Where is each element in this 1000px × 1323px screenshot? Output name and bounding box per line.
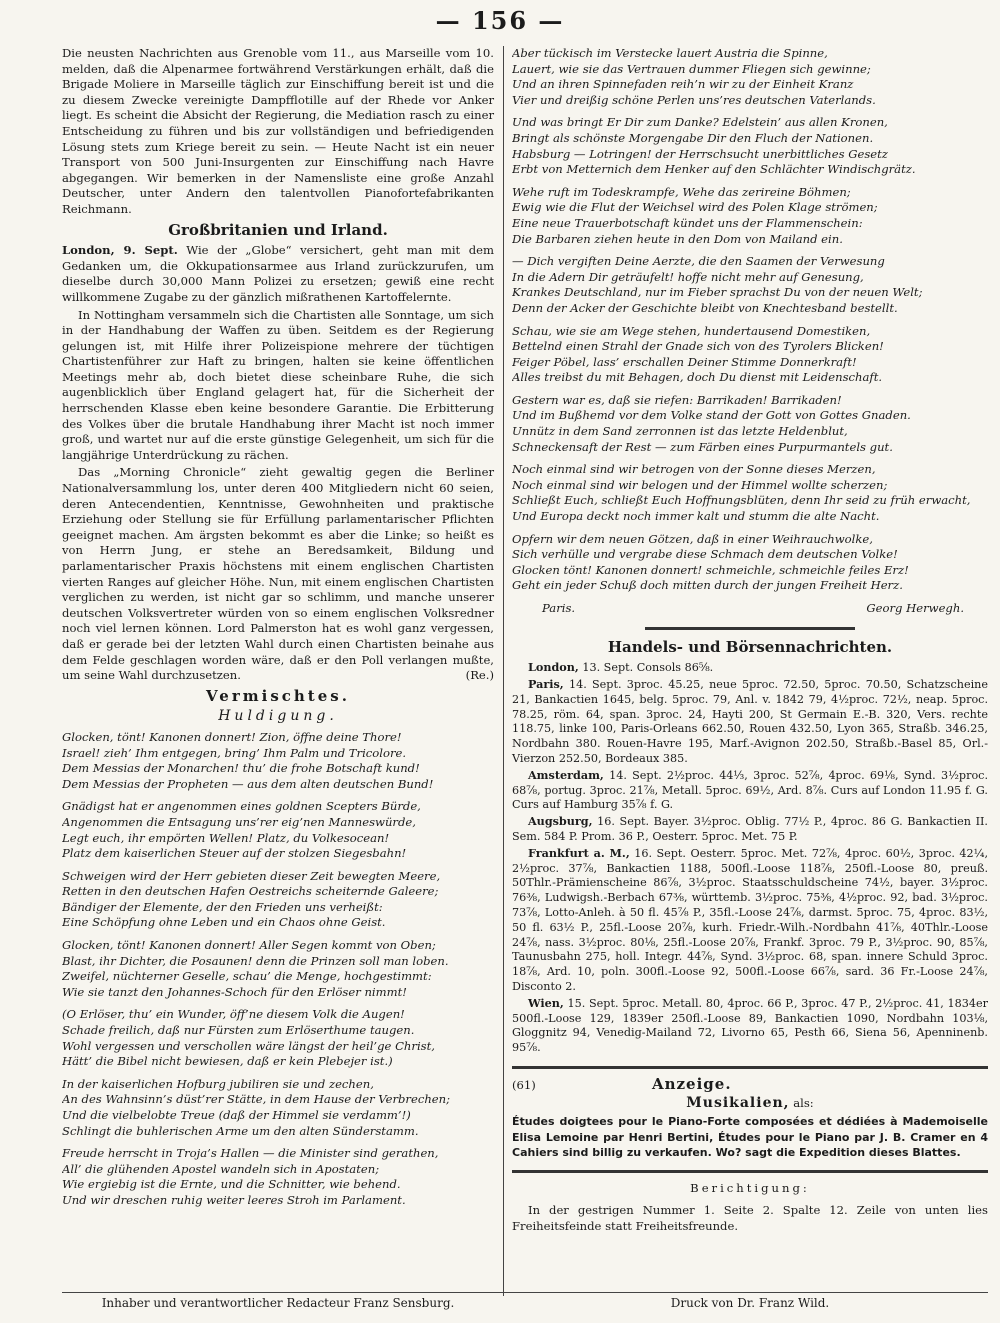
poem-line: Geht ein jeder Schuß doch mitten durch der jungen Freiheit Herz. [512,578,903,593]
market-entry [512,660,988,676]
poem-stanza [62,1007,494,1069]
poem-line: Bringt als schönste Morgengabe Dir den Fluch der Nationen. [512,130,874,145]
poem-line: Schweigen wird der Herr gebieten dieser Zeit bewegten Meere, [62,868,441,883]
gb-ireland-heading: Großbritanien und Irland. [168,220,388,239]
poem-stanza [512,393,988,455]
market-entry [512,814,988,845]
market-text: 16. Sept. Oesterr. 5proc. Met. 72⅞, 4proc. 60½, 3proc. 42¼, 2½proc. 37⅞, Bankactien 1188, 500fl.-Loose 118⅞, 250fl.-Loose 80, preuß. 50Thlr.-Prämienscheine 86⅞, 3½proc. Staatsschuldscheine 74½, bayer. 3½proc. 76⅜, Ludwigsh.-Berbach 67⅜, württemb. 3½proc. 75⅜, 4½proc. 92, bad. 3½proc. 73⅞, Lotto-Anleh. à 50 fl. 45⅞ P., 35fl.-Loose 24⅞, darmst. 5proc. 75, 4proc. 83½, 50 fl. 63½ P., 25fl.-Loose 20⅞, kurh. Friedr.-Wilh.-Nordbahn 41⅞, 40Thlr.-Loose 24⅞, nass. 3½proc. 80⅛, 25fl.-Loose 20⅞, Frankf. 3proc. 79 P., 3½proc. 90, 85⅞, Taunusbahn 275, holl. Integr. 44⅞, Synd. 3½proc. 68, span. innere Schuld 3proc. 18⅞, Ard. 10, poln. 300fl.-Loose 92, 500fl.-Loose 66⅞, sard. 36 Fr.-Loose 24⅞, Disconto 2. [512,846,988,993]
poem-line: Eine neue Trauerbotschaft kündet uns der Flammenschein: [512,215,863,230]
poem-line: Bändiger der Elemente, der den Frieden uns verheißt: [62,899,383,914]
right-column [512,46,988,1236]
poem-line: Retten in den deutschen Hafen Oestreichs scheiternde Galeere; [62,884,439,899]
poem-line: An des Wahnsinn’s düst’rer Stätte, in dem Hause der Verbrechen; [62,1092,451,1107]
chronicle-source: (Re.) [465,668,494,683]
market-text: 14. Sept. 2½proc. 44⅓, 3proc. 52⅞, 4proc. 69⅛, Synd. 3½proc. 68⅞, portug. 3proc. 21⅞, Metall. 5proc. 69½, Ard. 8⅞. Curs auf London 11.95 f. G. Curs auf Hamburg 35⅞ f. G. [512,768,988,812]
ad-subtitle-rest: als: [789,1095,814,1110]
market-text: 16. Sept. Bayer. 3½proc. Oblig. 77½ P., 4proc. 86 G. Bankactien II. Sem. 584 P. Prom. 36 P., Oesterr. 5proc. Met. 75 P. [512,815,988,843]
poem-line: Schade freilich, daß nur Fürsten zum Erlöserthume taugen. [62,1023,415,1038]
poem-line: Und was bringt Er Dir zum Danke? Edelstein’ aus allen Kronen, [512,115,888,130]
market-place: Frankfurt a. M., [528,845,630,860]
poem-stanza [512,46,988,108]
london-dateline: London, 9. Sept. [62,243,178,258]
poem-line: Schau, wie sie am Wege stehen, hundertausend Domestiken, [512,323,871,338]
ad-title: Anzeige. [652,1074,732,1093]
poem-line: Und Europa deckt noch immer kalt und stumm die alte Nacht. [512,509,880,524]
poem-stanza [62,799,494,861]
correction-heading: Berichtigung: [690,1181,810,1196]
left-column [62,46,494,1216]
poem-line: Glocken tönt! Kanonen donnert! schmeichle, schmeichle feiles Erz! [512,562,909,577]
poem-line: Lauert, wie sie das Vertrauen dummer Fliegen sich gewinne; [512,61,871,76]
correction-rule [512,1170,988,1173]
poem-line: Dem Messias der Monarchen! thu’ die frohe Botschaft kund! [62,761,420,776]
market-entry [512,677,988,767]
poem-line: Wie ergiebig ist die Ernte, und die Schnitter, wie behend. [62,1177,401,1192]
poem-line: Und die vielbelobte Treue (daß der Himmel sie verdamm’!) [62,1108,411,1122]
poem-line: Glocken, tönt! Kanonen donnert! Zion, öffne deine Thore! [62,729,402,744]
poem-stanza [512,462,988,524]
poem-line: Opfern wir dem neuen Götzen, daß in einer Weihrauchwolke, [512,531,873,546]
poem-line: Vier und dreißig schöne Perlen uns’res deutschen Vaterlands. [512,92,876,107]
poem-line: Wohl vergessen und verschollen wäre längst der heil’ge Christ, [62,1038,435,1053]
poem-line: Noch einmal sind wir betrogen von der Sonne dieses Merzen, [512,462,876,477]
poem-line: Legt euch, ihr empörten Wellen! Platz, du Volkesocean! [62,830,390,845]
poem-line: Noch einmal sind wir belogen und der Himmel wollte scherzen; [512,477,888,492]
ad-rule [512,1066,988,1069]
market-place: Paris, [528,676,564,691]
poem-line: Hätt’ die Bibel nicht bewiesen, daß er kein Plebejer ist.) [62,1054,393,1069]
poem-line: Platz dem kaiserlichen Steuer auf der stolzen Siegesbahn! [62,846,407,861]
ad-number: (61) [512,1077,536,1092]
market-entry [512,996,988,1056]
poem-line: Habsburg — Lotringen! der Herrschsucht unerbittliches Gesetz [512,146,888,161]
poem-line: (O Erlöser, thu’ ein Wunder, öff’ne diesem Volk die Augen! [62,1007,405,1022]
poem-line: Sich verhülle und vergrabe diese Schmach dem deutschen Volke! [512,547,898,562]
poem-title: Huldigung. [218,708,338,725]
poem-stanza [512,185,988,247]
poem-line: Glocken, tönt! Kanonen donnert! Aller Segen kommt von Oben; [62,938,436,953]
poem-line: All’ die glühenden Apostel wandeln sich in Apostaten; [62,1161,380,1176]
poem-stanza [62,938,494,1000]
poem-place: Paris. [542,601,576,615]
ad-subtitle [512,1096,988,1112]
poem-line: Aber tückisch im Verstecke lauert Austria die Spinne, [512,46,828,60]
footer-printer: Druck von Dr. Franz Wild. [670,1296,830,1310]
poem-line: — Dich vergiften Deine Aerzte, die den Saamen der Verwesung [512,254,885,269]
poem-line: Erbt von Metternich dem Henker auf den Schlächter Windischgrätz. [512,162,916,177]
poem-line: Schlingt die buhlerischen Arme um den alten Sünderstamm. [62,1123,419,1138]
poem-line: Und an ihren Spinnefaden reih’n wir zu der Einheit Kranz [512,77,854,92]
poem-line: Angenommen die Entsagung uns’rer eig’nen Manneswürde, [62,814,416,829]
footer-rule [62,1292,988,1293]
footer-editor: Inhaber und verantwortlicher Redacteur Franz Sensburg. [101,1296,455,1310]
section-rule [645,627,855,630]
market-text: 14. Sept. 3proc. 45.25, neue 5proc. 72.50, 5proc. 70.50, Schatzscheine 21, Bankactien 1645, belg. 5proc. 79, Anl. v. 1842 79, 4½proc. 72½, neap. 5proc. 78.25, röm. 64, span. 3proc. 24, Hayti 200, St Germain E.-B. 320, Vers. rechte 118.75, linke 100, Paris-Orleans 662.50, Rouen 432.50, Lyon 365, Straßb. 346.25, Nordbahn 380. Rouen-Havre 195, Marf.-Avignon 202.50, Straßb.-Basel 85, Orl.-Vierzon 252.50, Bordeaux 385. [512,677,988,765]
poem-line: Unnütz in dem Sand zerronnen ist das letzte Heldenblut, [512,424,848,439]
poem-line: Krankes Deutschland, nur im Fieber sprachst Du von der neuen Welt; [512,285,923,300]
poem-line: Eine Schöpfung ohne Leben und ein Chaos ohne Geist. [62,915,386,930]
london-text: Wie der „Globe“ versichert, geht man mit dem Gedanken um, die Okkupationsarmee aus Irland zurückzurufen, um dieselbe durch 30,000 Mann Polizei zu ersetzen; gewiß eine recht willkommene Zugabe zu der gänzlich mißrathenen Kartoffelernte. [62,243,494,304]
poem-line: Und wir dreschen ruhig weiter leeres Stroh im Parlament. [62,1192,406,1207]
poem-line: Blast, ihr Dichter, die Posaunen! denn die Prinzen soll man loben. [62,953,449,968]
poem-line: Dem Messias der Propheten — aus dem alten deutschen Bund! [62,776,434,791]
poem-part-one [62,730,494,1209]
poem-line: Denn der Acker der Geschichte bleibt von Knechtesband bestellt. [512,300,898,315]
market-entry [512,846,988,995]
poem-line: Wehe ruft im Todeskrampfe, Wehe das zerireine Böhmen; [512,184,851,199]
market-place: Augsburg, [528,814,593,829]
poem-line: Und im Bußhemd vor dem Volke stand der Gott von Gottes Gnaden. [512,408,911,423]
poem-line: In der kaiserlichen Hofburg jubiliren sie und zechen, [62,1076,374,1091]
poem-part-two [512,46,988,594]
ad-header [512,1074,988,1094]
poem-signature [512,601,988,617]
poem-stanza [62,869,494,931]
poem-line: Feiger Pöbel, lass’ erschallen Deiner Stimme Donnerkraft! [512,354,857,369]
poem-line: Israel! zieh’ Ihm entgegen, bring’ Ihm Palm und Tricolore. [62,745,407,760]
correction-text: In der gestrigen Nummer 1. Seite 2. Spalte 12. Zeile von unten lies Freiheitsfeinde statt Freiheitsfreunde. [512,1202,988,1233]
market-text: 15. Sept. 5proc. Metall. 80, 4proc. 66 P., 3proc. 47 P., 2½proc. 41, 1834er 500fl.-Loose 129, 1839er 250fl.-Loose 89, Bankactien 1090, Nordbahn 103⅛, Gloggnitz 94, Venedig-Mailand 72, Livorno 65, Pesth 66, Siena 56, Apenninenb. 95⅞. [512,996,988,1055]
poem-line: Die Barbaren ziehen heute in den Dom von Mailand ein. [512,231,843,246]
ad-body: Études doigtees pour le Piano-Forte composées et dédiées à Mademoiselle Elisa Lemoine par Henri Bertini, Études pour le Piano par J. B. Cramer en 4 Cahiers sind billig zu verkaufen. Wo? sagt die Expedition dieses Blattes. [512,1115,988,1159]
poem-line: Zweifel, nüchterner Geselle, schau’ die Menge, hochgestimmt: [62,969,432,984]
page-number: — 156 — [435,6,565,35]
poem-line: Bettelnd einen Strahl der Gnade sich von des Tyrolers Blicken! [512,339,884,354]
poem-line: In die Adern Dir geträufelt! hoffe nicht mehr auf Genesung, [512,269,864,284]
poem-line: Freude herrscht in Troja’s Hallen — die Minister sind gerathen, [62,1146,439,1161]
market-text: 13. Sept. Consols 86⅝. [578,661,714,675]
poem-line: Ewig wie die Flut der Weichsel wird des Polen Klage strömen; [512,200,878,215]
poem-line: Schließt Euch, schließt Euch Hoffnungsblüten, denn Ihr seid zu früh erwacht, [512,493,971,508]
poem-line: Schneckensaft der Rest — zum Färben eines Purpurmantels gut. [512,439,893,454]
nottingham-report: In Nottingham versammeln sich die Chartisten alle Sonntage, um sich in der Handhabung der Waffen zu üben. Seitdem es der Regierung gelungen ist, mit Hilfe ihrer Polizeispione mehrere der tüchtigen Chartistenführer zur Haft zu bringen, halten sie keine öffentlichen Meetings mehr ab, doch bietet diese scheinbare Ruhe, die sich augenblicklich über England gelagert hat, für die Sicherheit der herrschenden Klasse eben keine besondere Garantie. Die Erbitterung des Volkes über die brutale Handhabung ihrer Macht ist noch immer groß, und wartet nur auf die erste günstige Gelegenheit, um sich für die langjährige Unterdrückung zu rächen. [62,307,494,462]
column-divider [503,46,504,1296]
grenoble-report: Die neusten Nachrichten aus Grenoble vom 11., aus Marseille vom 10. melden, daß die Alpenarmee fortwährend Verstärkungen erhält, daß die Brigade Moliere in Marseille täglich zur Einschiffung bereit ist und die zu diesem Zwecke vereinigte Dampfflotille auf der Rhede vor Anker liegt. Es scheint die Absicht der Regierung, die Mediation rasch zu einer Entscheidung zu führen und bis zur vollständigen und befriedigenden Lösung stets zum Kriege bereit zu sein. — Heute Nacht ist ein neuer Transport von 500 Juni-Insurgenten zur Einschiffung nach Havre abgegangen. Wir bemerken in der Namensliste eine große Anzahl Deutscher, unter Andern den talentvollen Pianofortefabrikanten Reichmann. [62,46,494,216]
poem-line: Gnädigst hat er angenommen eines goldnen Scepters Bürde, [62,799,421,814]
poem-stanza [512,115,988,177]
poem-stanza [62,730,494,792]
chronicle-text: Das „Morning Chronicle“ zieht gewaltig gegen die Berliner Nationalversammlung los, unter deren 400 Mitgliedern nicht 60 seien, deren Antecendentien, Kenntnisse, Gewohnheiten und praktische Erziehung oder Stellung sie für Erfüllung parlamentarischer Pflichten geeignet machen. Am ärgsten bekommt es aber die Linke; so heißt es von Herrn Jung, er stehe an Beredsamkeit, Bildung und parlamentarischer Praxis höchstens mit einem englischen Chartisten vierten Ranges auf gleicher Höhe. Nun, mit einem englischen Chartisten verglichen zu werden, ist nicht gar so schlimm, und manche unserer deutschen Volksvertreter würden von so einem englischen Volksredner noch viel lernen können. Lord Palmerston hat es wohl ganz vergessen, daß er gerade bei der letzten Wahl durch einen Chartisten beinahe aus dem Felde geschlagen worden wäre, daß er den Poll verlangen mußte, um seine Wahl durchzusetzen. [62,465,494,683]
poem-stanza [62,1146,494,1208]
poem-line: Gestern war es, daß sie riefen: Barrikaden! Barrikaden! [512,392,842,407]
poem-author: Georg Herwegh. [866,601,964,615]
london-report [62,243,494,305]
market-reports [512,660,988,1056]
poem-stanza [512,254,988,316]
market-place: Wien, [528,995,564,1010]
poem-stanza [512,532,988,594]
ad-subtitle-bold: Musikalien, [686,1094,790,1111]
market-place: London, [528,660,579,675]
poem-line: Alles treibst du mit Behagen, doch Du dienst mit Leidenschaft. [512,370,883,385]
poem-stanza [512,324,988,386]
market-heading: Handels- und Börsennachrichten. [607,637,893,656]
poem-line: Wie sie tanzt den Johannes-Schoch für den Erlöser nimmt! [62,984,407,999]
misc-heading: Vermischtes. [206,686,350,705]
market-entry [512,768,988,813]
chronicle-report [62,465,494,683]
poem-stanza [62,1077,494,1139]
market-place: Amsterdam, [528,767,604,782]
